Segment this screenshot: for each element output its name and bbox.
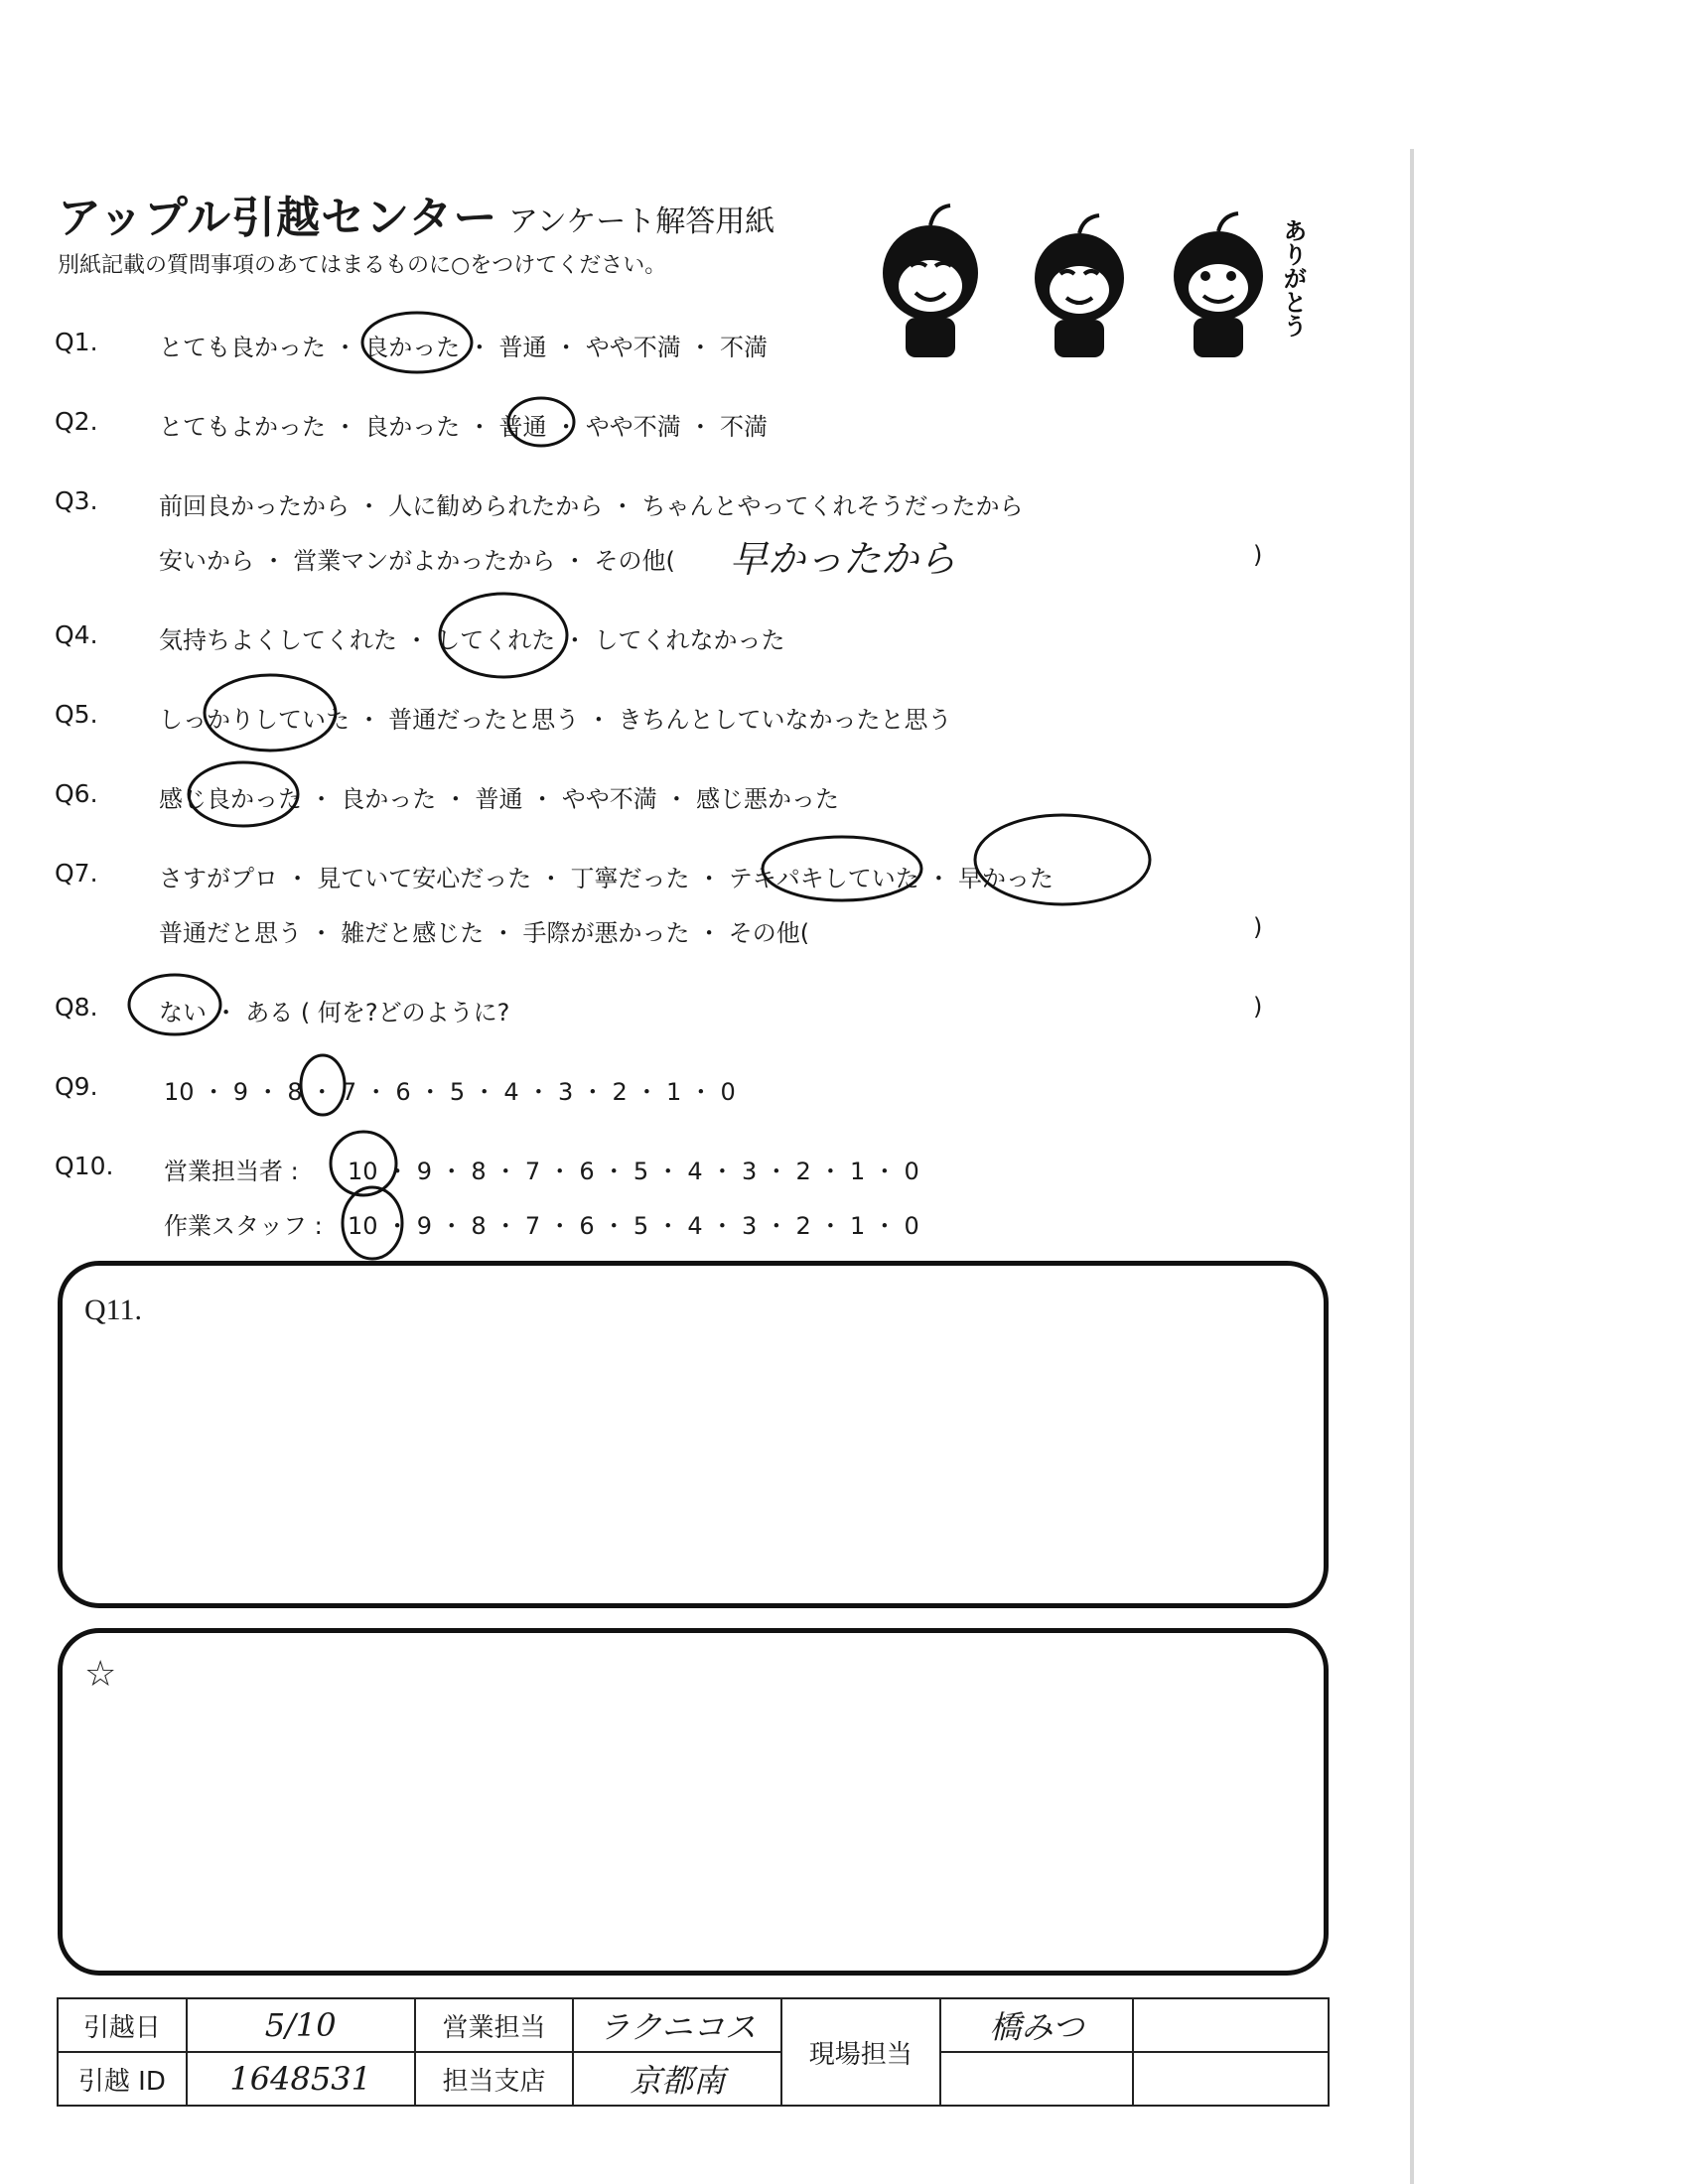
- q4-selected-circle: [440, 594, 567, 677]
- site-rep-value: 橋みつ: [940, 1998, 1134, 2052]
- q7-selected-circle-1: [763, 837, 921, 900]
- site-rep-extra-1: [1133, 1998, 1329, 2052]
- mascot-thanks-text: ありがとう: [1279, 218, 1307, 338]
- q5-selected-circle: [205, 675, 336, 751]
- q1-label: Q1.: [55, 328, 98, 356]
- q4-label: Q4.: [55, 620, 98, 649]
- q2-selected-circle: [508, 398, 574, 446]
- q6-label: Q6.: [55, 779, 98, 808]
- q9-options: 10 ・ 9 ・ 8 ・ 7 ・ 6 ・ 5 ・ 4 ・ 3 ・ 2 ・ 1 ・ 0: [164, 1078, 736, 1106]
- q1-options: とても良かった ・ 良かった ・ 普通 ・ やや不満 ・ 不満: [159, 334, 769, 361]
- company-title: アップル引越センター: [58, 193, 498, 243]
- q7-selected-circle-2: [975, 815, 1150, 904]
- sales-rep-label: 営業担当: [415, 1998, 574, 2052]
- sales-rep-value: ラクニコス: [573, 1998, 781, 2052]
- star-icon: ☆: [84, 1654, 117, 1694]
- move-date-value: 5/10: [187, 1998, 415, 2052]
- move-date-label: 引越日: [58, 1998, 187, 2052]
- q8-label: Q8.: [55, 993, 98, 1022]
- q10-staff-selected-circle: [343, 1187, 402, 1259]
- q5-label: Q5.: [55, 700, 98, 729]
- q1-selected-circle: [362, 313, 472, 372]
- q3-other-handwritten: 早かったから: [730, 537, 957, 581]
- q8-selected-circle: [129, 975, 220, 1034]
- q10-staff-options: 10 ・ 9 ・ 8 ・ 7 ・ 6 ・ 5 ・ 4 ・ 3 ・ 2 ・ 1 ・ 0: [348, 1212, 919, 1240]
- q10-staff-label: 作業スタッフ :: [164, 1212, 323, 1240]
- site-rep-extra-3: [1133, 2052, 1329, 2106]
- q3-line2: 安いから ・ 営業マンがよかったから ・ その他(: [159, 547, 675, 575]
- move-id-value: 1648531: [187, 2052, 415, 2106]
- q8-options: ない ・ ある ( 何を?どのように?: [159, 999, 510, 1026]
- q10-sales-selected-circle: [331, 1132, 396, 1195]
- q2-options: とてもよかった ・ 良かった ・ 普通 ・ やや不満 ・ 不満: [159, 413, 769, 441]
- q11-box-label: Q11.: [84, 1294, 143, 1326]
- branch-label: 担当支店: [415, 2052, 574, 2106]
- site-rep-label: 現場担当: [781, 1998, 940, 2106]
- q6-options: 感じ良かった ・ 良かった ・ 普通 ・ やや不満 ・ 感じ悪かった: [159, 785, 840, 813]
- q9-selected-circle: [301, 1055, 345, 1115]
- q7-line1: さすがプロ ・ 見ていて安心だった ・ 丁寧だった ・ テキパキしていた ・ 早かった: [159, 865, 1055, 892]
- q2-label: Q2.: [55, 407, 98, 436]
- info-table: [57, 1997, 1330, 2107]
- q10-sales-options: 10 ・ 9 ・ 8 ・ 7 ・ 6 ・ 5 ・ 4 ・ 3 ・ 2 ・ 1 ・ 0: [348, 1158, 919, 1185]
- q10-sales-label: 営業担当者 :: [164, 1158, 299, 1185]
- q6-selected-circle: [189, 762, 298, 826]
- q7-line2: 普通だと思う ・ 雑だと感じた ・ 手際が悪かった ・ その他(: [159, 919, 810, 947]
- instruction-text: 別紙記載の質問事項のあてはまるものに○をつけてください。: [58, 253, 667, 278]
- star-comment-box[interactable]: [58, 1628, 1329, 1976]
- q10-label: Q10.: [55, 1152, 114, 1180]
- q11-comment-box[interactable]: [58, 1261, 1329, 1608]
- q8-close-paren: ): [1253, 993, 1263, 1021]
- form-subtitle: アンケート解答用紙: [508, 205, 775, 239]
- q7-close-paren: ): [1253, 913, 1263, 941]
- q9-label: Q9.: [55, 1072, 98, 1101]
- branch-value: 京都南: [573, 2052, 781, 2106]
- q5-options: しっかりしていた ・ 普通だったと思う ・ きちんとしていなかったと思う: [159, 706, 952, 734]
- site-rep-extra-2: [940, 2052, 1134, 2106]
- q3-close-paren: ): [1253, 541, 1263, 569]
- q4-options: 気持ちよくしてくれた ・ してくれた ・ してくれなかった: [159, 626, 785, 654]
- move-id-label: 引越 ID: [58, 2052, 187, 2106]
- q7-label: Q7.: [55, 859, 98, 887]
- q3-label: Q3.: [55, 486, 98, 515]
- q3-line1: 前回良かったから ・ 人に勧められたから ・ ちゃんとやってくれそうだったから: [159, 492, 1024, 520]
